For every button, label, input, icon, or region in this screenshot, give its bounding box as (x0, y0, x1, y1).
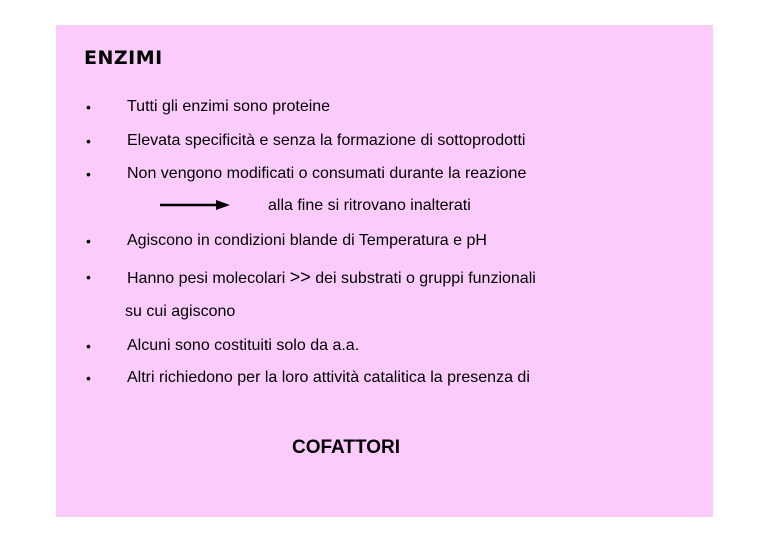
bullet-text-part: dei substrati o gruppi funzionali (310, 270, 536, 287)
bullet-marker: • (86, 99, 91, 115)
bullet-item (0, 266, 768, 288)
bullet-item (0, 367, 768, 389)
much-greater-symbol: >> (289, 267, 311, 287)
conclusion-heading: COFATTORI (292, 437, 401, 458)
bullet-marker: • (86, 233, 91, 249)
arrow-note-text: alla fine si ritrovano inalterati (268, 197, 471, 214)
bullet-marker: • (86, 133, 91, 149)
slide-title: ENZIMI (84, 47, 163, 69)
bullet-marker: • (86, 166, 91, 182)
bullet-text: Non vengono modificati o consumati durante la reazione (127, 165, 527, 182)
bullet-text: Elevata specificità e senza la formazione di sottoprodotti (127, 132, 526, 149)
right-arrow-icon (160, 198, 232, 212)
bullet-item (0, 335, 768, 357)
bullet-text: Alcuni sono costituiti solo da a.a. (127, 337, 360, 354)
bullet-item (0, 96, 768, 118)
bullet-continuation: su cui agiscono (125, 303, 236, 320)
bullet-text-part: Hanno pesi molecolari (127, 270, 290, 287)
bullet-item (0, 130, 768, 152)
bullet-text (127, 266, 536, 290)
bullet-item (0, 230, 768, 252)
bullet-text: Agiscono in condizioni blande di Temperatura e pH (127, 232, 487, 249)
bullet-marker: • (86, 370, 91, 386)
bullet-marker: • (86, 338, 91, 354)
bullet-text: Tutti gli enzimi sono proteine (127, 98, 331, 115)
bullet-item (0, 163, 768, 185)
bullet-marker: • (86, 269, 91, 285)
bullet-text: Altri richiedono per la loro attività catalitica la presenza di (127, 369, 530, 386)
